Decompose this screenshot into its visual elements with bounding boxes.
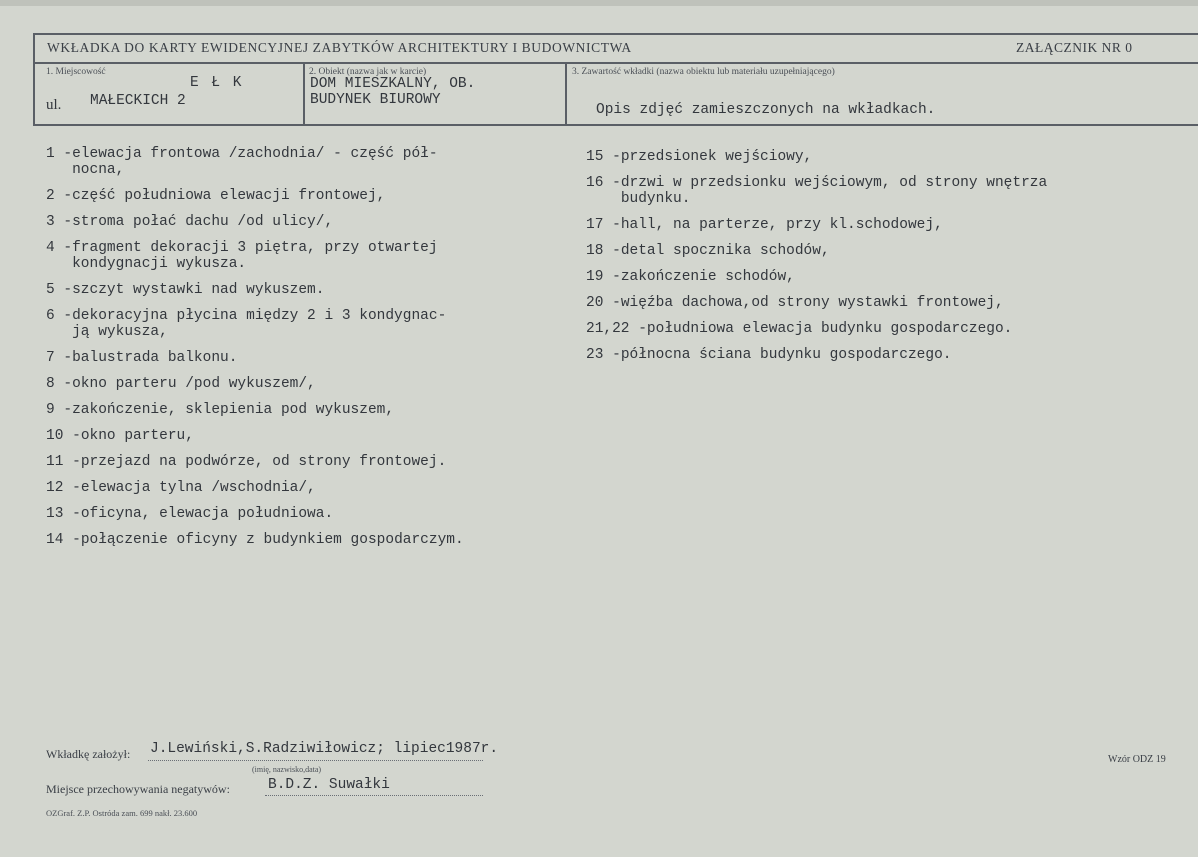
- founded-hint: (imię, nazwisko,data): [252, 765, 322, 774]
- place-value: E Ł K: [190, 75, 244, 91]
- storage-value: B.D.Z. Suwałki: [268, 777, 390, 793]
- list-item: 17 - hall, na parterze, przy kl.schodowej,: [586, 217, 943, 233]
- column-divider-2: [565, 62, 567, 124]
- fields-bottom-rule: [33, 124, 1198, 126]
- list-item: 5 - szczyt wystawki nad wykuszem.: [46, 282, 325, 298]
- list-item: 9 - zakończenie, sklepienia pod wykuszem,: [46, 402, 395, 418]
- content-label: 3. Zawartość wkładki (nazwa obiektu lub materiału uzupełniającego): [572, 67, 835, 77]
- top-border: [33, 33, 1198, 35]
- founded-label: Wkładkę założył:: [46, 747, 131, 761]
- list-item: 23 - północna ściana budynku gospodarczego.: [586, 347, 952, 363]
- founded-dotted-line: [148, 760, 483, 761]
- list-item: 15 - przedsionek wejściowy,: [586, 149, 813, 165]
- printer-info: OZGraf. Z.P. Ostróda zam. 699 nakł. 23.600: [46, 808, 198, 818]
- list-item: 19 - zakończenie schodów,: [586, 269, 795, 285]
- list-item: 13 - oficyna, elewacja południowa.: [46, 506, 334, 522]
- object-value-line2: BUDYNEK BIUROWY: [310, 92, 441, 108]
- list-item: 6 - dekoracyjna płycina między 2 i 3 kondygnac- ją wykusza,: [46, 308, 447, 340]
- list-item: 14 - połączenie oficyny z budynkiem gospodarczym.: [46, 532, 464, 548]
- founded-value: J.Lewiński,S.Radziwiłowicz; lipiec1987r.: [150, 741, 499, 757]
- list-item: 1 - elewacja frontowa /zachodnia/ - część pół- nocna,: [46, 146, 438, 178]
- list-item: 8 - okno parteru /pod wykuszem/,: [46, 376, 316, 392]
- form-title: WKŁADKA DO KARTY EWIDENCYJNEJ ZABYTKÓW ARCHITEKTURY I BUDOWNICTWA: [47, 40, 632, 55]
- list-item: 4 - fragment dekoracji 3 piętra, przy otwartej kondygnacji wykusza.: [46, 240, 438, 272]
- place-label: 1. Miejscowość: [46, 67, 106, 77]
- list-item: 10 - okno parteru,: [46, 428, 194, 444]
- storage-dotted-line: [265, 795, 483, 796]
- content-value: Opis zdjęć zamieszczonych na wkładkach.: [596, 102, 936, 118]
- list-item: 20 - więźba dachowa,od strony wystawki frontowej,: [586, 295, 1004, 311]
- photo-list-left: [46, 146, 464, 558]
- list-item: 18 - detal spocznika schodów,: [586, 243, 830, 259]
- object-label: 2. Obiekt (nazwa jak w karcie): [309, 67, 427, 77]
- list-item: 2 - część południowa elewacji frontowej,: [46, 188, 386, 204]
- street-prefix: ul.: [46, 97, 62, 113]
- sheet-top-edge: [0, 0, 1198, 6]
- list-item: 7 - balustrada balkonu.: [46, 350, 238, 366]
- list-item: 21,22 - południowa elewacja budynku gospodarczego.: [586, 321, 1013, 337]
- photo-list-right: [586, 149, 1047, 373]
- object-value-line1: DOM MIESZKALNY, OB.: [310, 76, 476, 92]
- column-divider-1: [303, 62, 305, 124]
- list-item: 11 - przejazd na podwórze, od strony frontowej.: [46, 454, 447, 470]
- attachment-number: ZAŁĄCZNIK NR 0: [1016, 40, 1133, 55]
- list-item: 3 - stroma połać dachu /od ulicy/,: [46, 214, 334, 230]
- list-item: 16 - drzwi w przedsionku wejściowym, od strony wnętrza budynku.: [586, 175, 1048, 207]
- header-rule: [33, 62, 1198, 64]
- storage-label: Miejsce przechowywania negatywów:: [46, 782, 230, 796]
- left-border: [33, 33, 35, 125]
- list-item: 12 - elewacja tylna /wschodnia/,: [46, 480, 316, 496]
- pattern-code: Wzór ODZ 19: [1108, 754, 1166, 765]
- street-value: MAŁECKICH 2: [90, 93, 186, 109]
